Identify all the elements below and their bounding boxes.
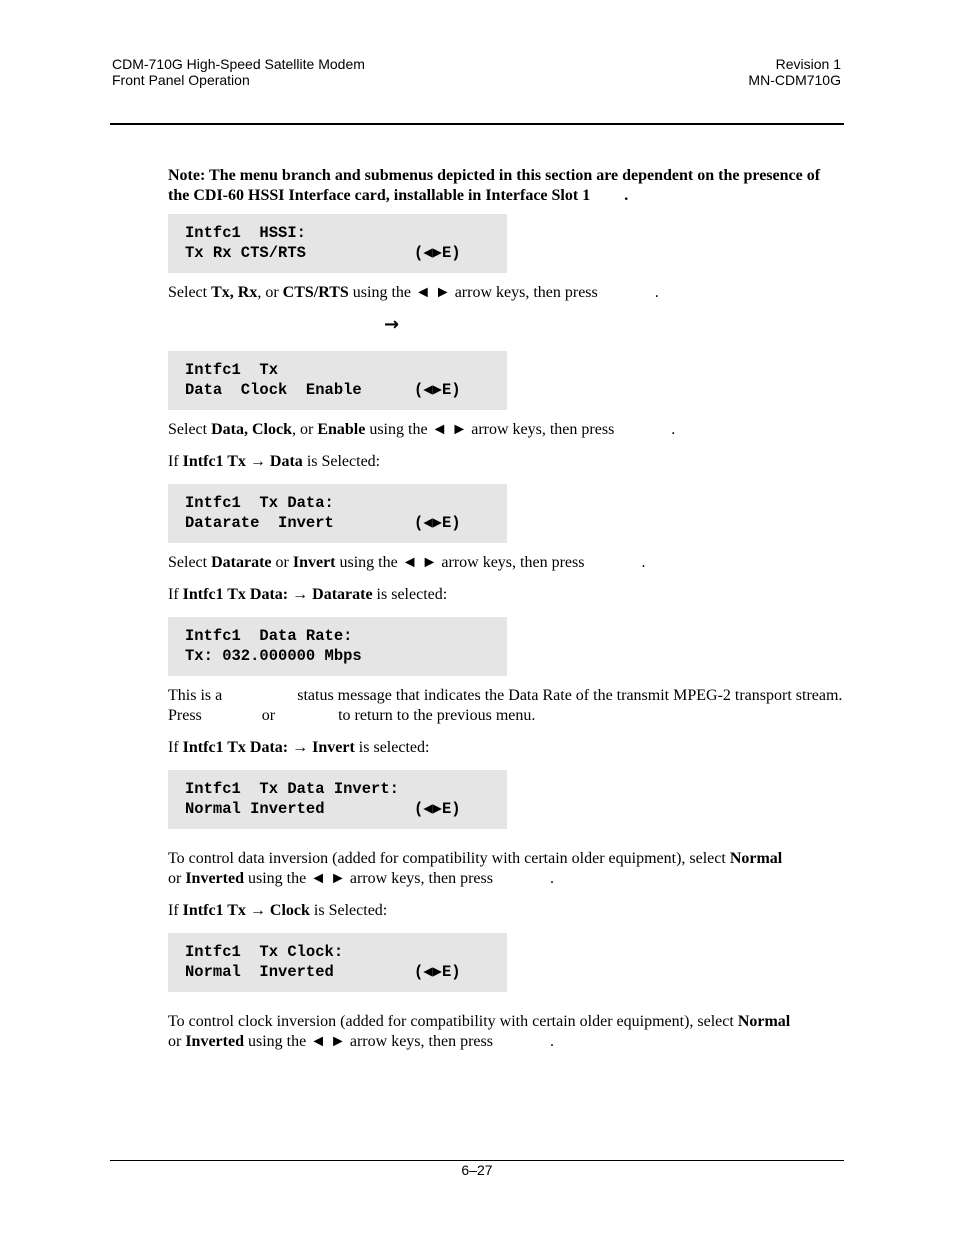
lcd-arrow-keys-hint: (◀▶E) [414, 381, 461, 399]
lcd-line-1: Intfc1 Data Rate: [185, 627, 353, 645]
heading-datarate-selected: If Intfc1 Tx Data: → Datarate is selected: [168, 586, 448, 603]
footer-rule [110, 1160, 844, 1161]
note-text: Note: The menu branch and submenus depicted in this section are dependent on the presence of the CDI-60 HSSI Interface card, installable in Interface Slot 1 [168, 167, 821, 204]
lcd-arrow-keys-hint: (◀▶E) [414, 244, 461, 262]
page-number: 6–27 [461, 1162, 493, 1178]
lcd-line-1: Intfc1 Tx Clock: [185, 943, 344, 961]
lcd-display-intfc1-tx [168, 351, 507, 410]
heading-invert-selected: If Intfc1 Tx Data: → Invert is selected: [168, 739, 430, 756]
header-rule [110, 123, 844, 125]
header-chapter-title: Front Panel Operation [112, 72, 250, 88]
paragraph-data-rate-status: This is a status message that indicates the Data Rate of the transmit MPEG-2 transport stream. Press or to return to the previous menu. [168, 687, 843, 724]
lcd-arrow-keys-hint: (◀▶E) [414, 800, 461, 818]
section-note [168, 166, 844, 206]
paragraph-clock-inversion: To control clock inversion (added for compatibility with certain older equipment), select Normal or Inverted using the ◄ ► arrow keys, then press . [168, 1013, 791, 1050]
lcd-arrow-keys-hint: (◀▶E) [414, 963, 461, 981]
lcd-display-intfc1-hssi [168, 214, 507, 273]
lcd-arrow-keys-hint: (◀▶E) [414, 514, 461, 532]
heading-tx-data-selected: If Intfc1 Tx → Data is Selected: [168, 453, 381, 470]
heading-clock-selected: If Intfc1 Tx → Clock is Selected: [168, 902, 388, 919]
paragraph-select-hssi: Select Tx, Rx, or CTS/RTS using the ◄ ► arrow keys, then press . [168, 284, 659, 301]
lcd-line-2: Data Clock Enable [185, 381, 362, 399]
header-doc-number: MN-CDM710G [748, 72, 841, 88]
paragraph-data-inversion: To control data inversion (added for compatibility with certain older equipment), select Normal or Inverted using the ◄ ► arrow keys, then press . [168, 850, 783, 887]
lcd-line-1: Intfc1 Tx Data: [185, 494, 334, 512]
lcd-display-intfc1-tx-data [168, 484, 507, 543]
note-end: . [624, 187, 629, 204]
lcd-display-tx-data-invert [168, 770, 507, 829]
header-revision: Revision 1 [775, 56, 841, 72]
lcd-line-2: Tx: 032.000000 Mbps [185, 647, 362, 665]
header-doc-title: CDM-710G High-Speed Satellite Modem [112, 56, 365, 72]
page-content [168, 166, 844, 1064]
lcd-display-data-rate [168, 617, 507, 676]
lcd-line-2: Normal Inverted [185, 963, 334, 981]
lcd-line-1: Intfc1 Tx Data Invert: [185, 780, 399, 798]
paragraph-select-tx-data: Select Datarate or Invert using the ◄ ► arrow keys, then press . [168, 554, 646, 571]
lcd-line-2: Datarate Invert [185, 514, 334, 532]
arrow-right-icon: → [384, 314, 400, 335]
page-header-right [748, 56, 841, 88]
lcd-display-tx-clock [168, 933, 507, 992]
arrow-line [168, 315, 844, 339]
lcd-line-1: Intfc1 Tx [185, 361, 279, 379]
lcd-line-2: Tx Rx CTS/RTS [185, 244, 306, 262]
paragraph-select-tx: Select Data, Clock, or Enable using the ◄ ► arrow keys, then press . [168, 421, 676, 438]
lcd-line-1: Intfc1 HSSI: [185, 224, 306, 242]
lcd-line-2: Normal Inverted [185, 800, 325, 818]
page-header-left [112, 56, 365, 88]
